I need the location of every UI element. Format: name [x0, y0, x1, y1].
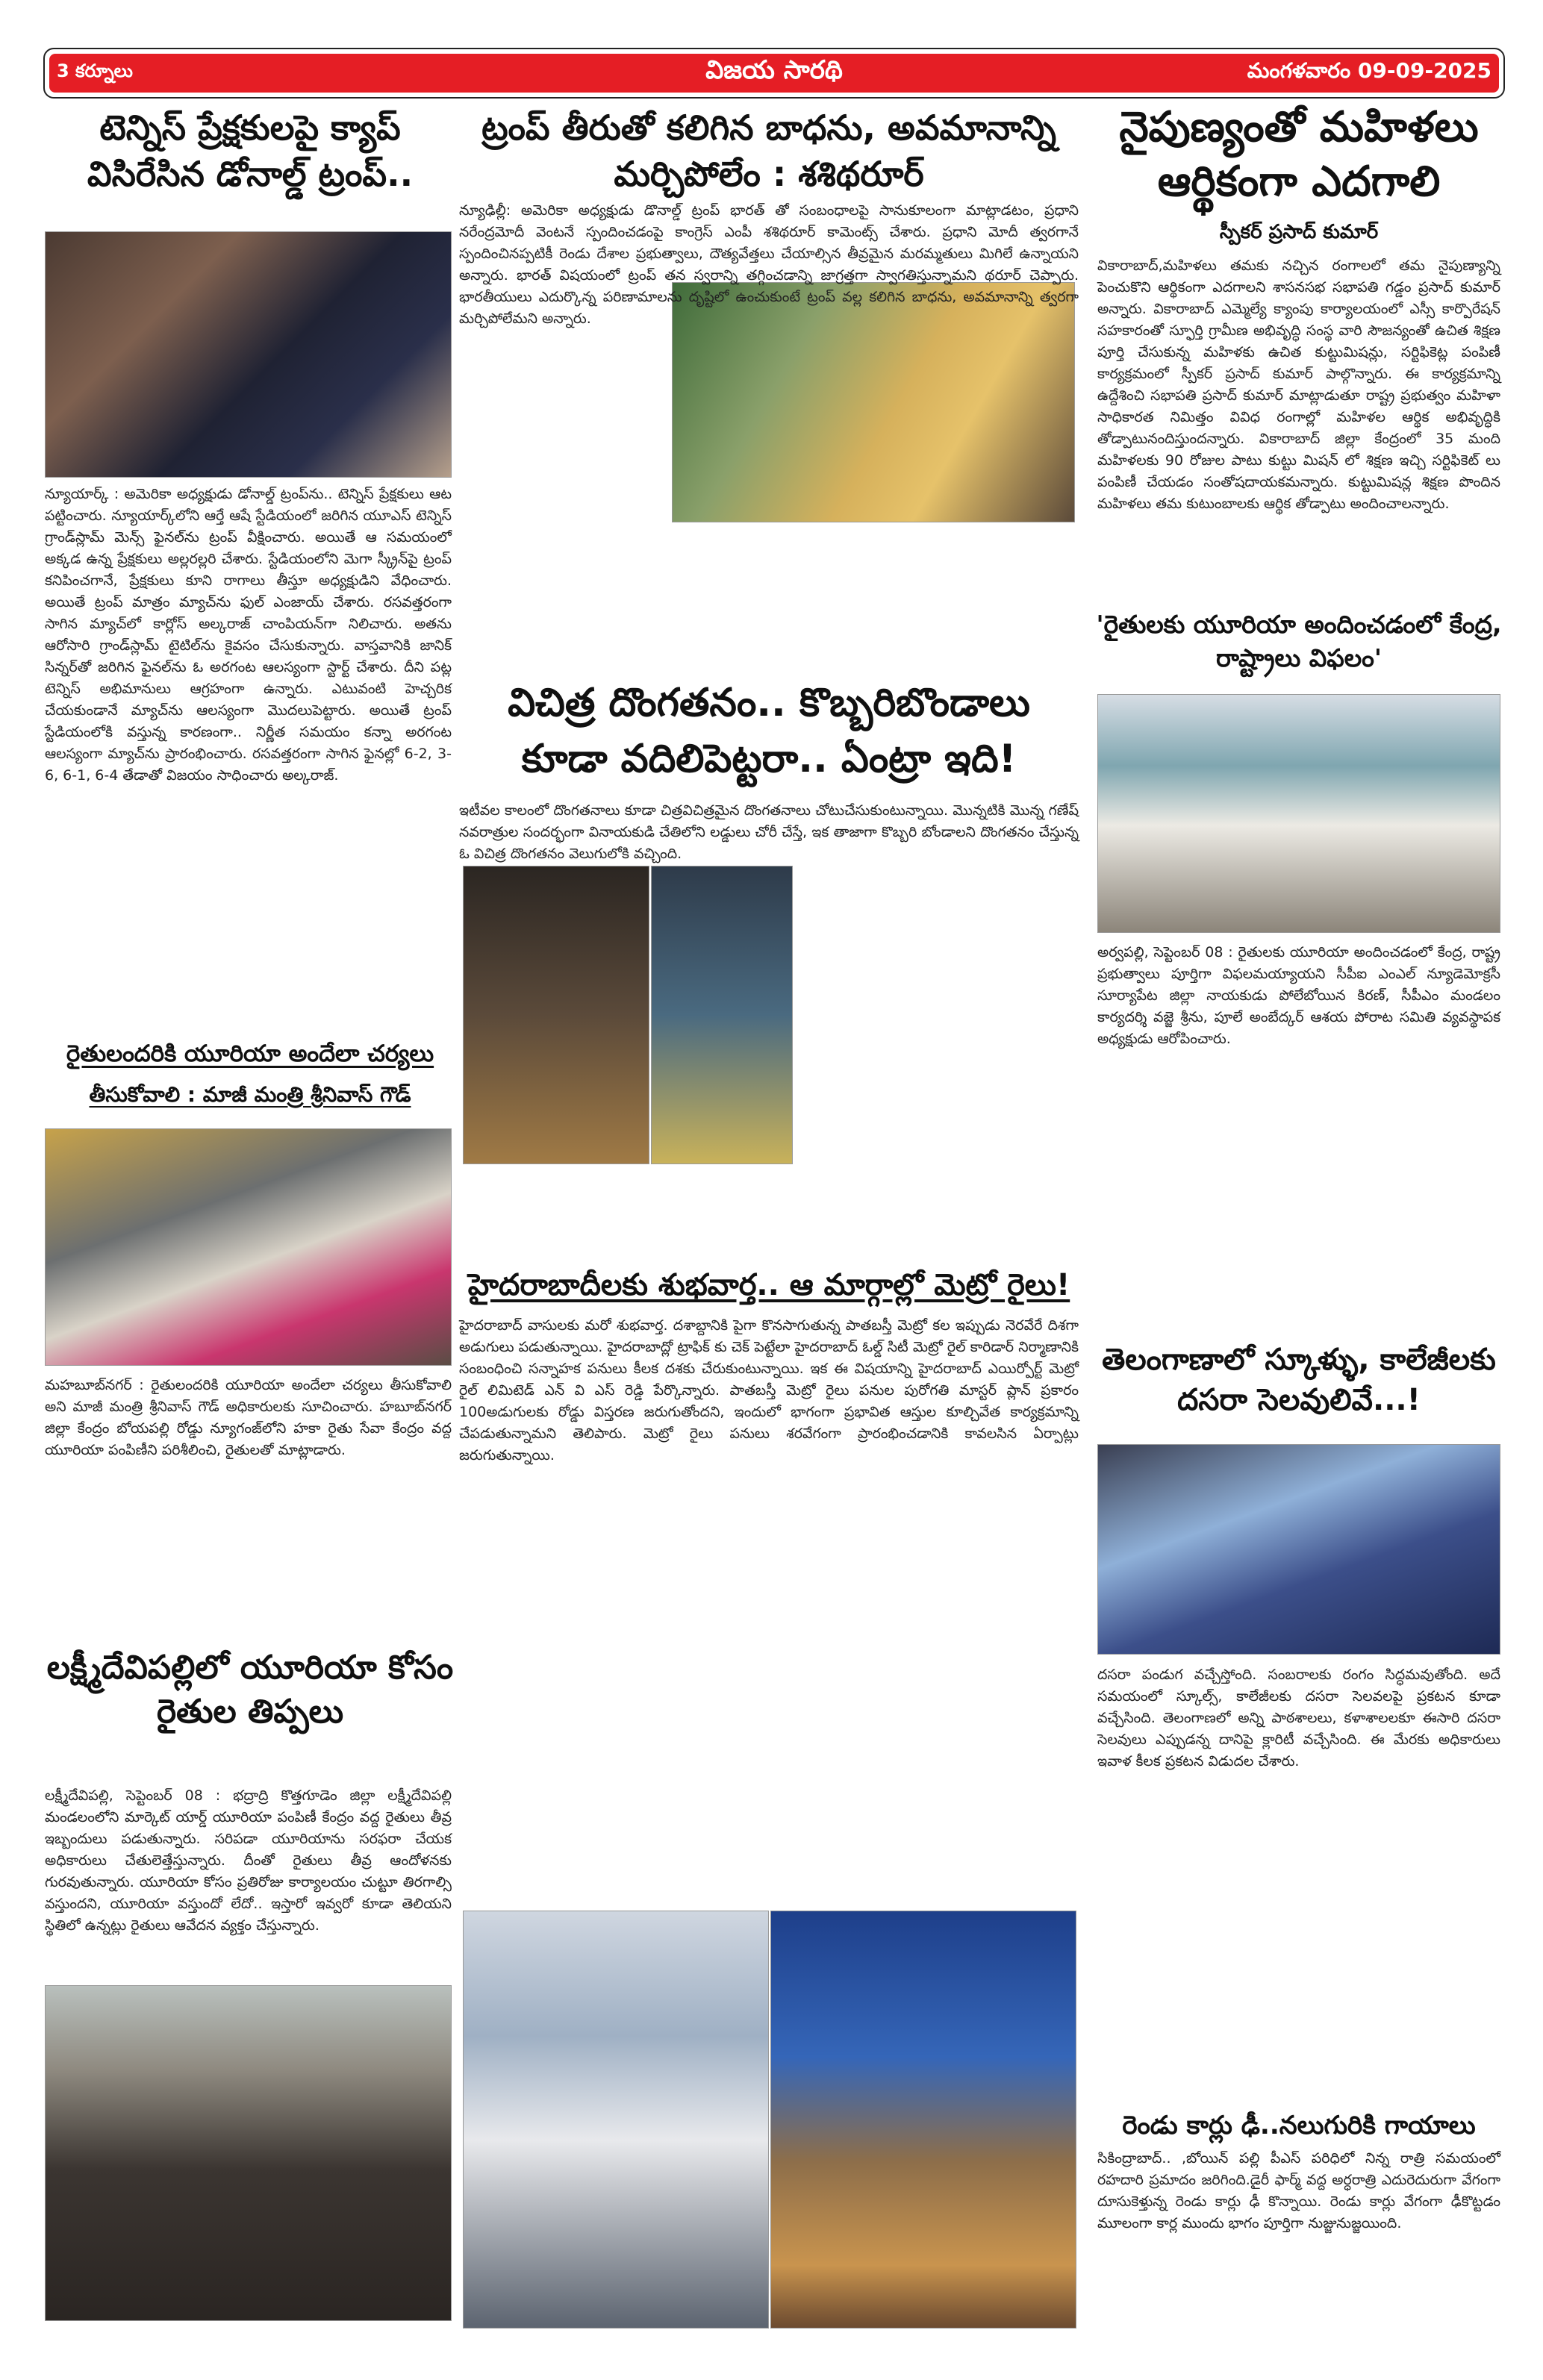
- headline-coconut-theft: విచిత్ర దొంగతనం.. కొబ్బరిబొండాలు కూడా వదిలిపెట్టరా.. ఏంట్రా ఇది!: [508, 681, 1030, 782]
- photo-school-children: [1097, 1444, 1500, 1655]
- article-body: లక్ష్మీదేవిపల్లి, సెప్టెంబర్ 08 : భద్రాద్రి కొత్తగూడెం జిల్లా లక్ష్మీదేవిపల్లి మండలంలోని మార్కెట్ యార్డ్ యూరియా పంపిణీ కేంద్రం వద్ద రైతులు తీవ్ర ఇబ్బందులు పడుతున్నారు. సరిపడా యూరియాను సరఫరా చేయక అధికారులు చేతులెత్తేస్తున్నారు. దీంతో రైతులు తీవ్ర ఆందోళనకు గురవుతున్నారు. యూరియా కోసం ప్రతిరోజు కార్యాలయం చుట్టూ తిరగాల్సి వస్తుందని, యూరియా వస్తుందో లేదో.. ఇస్తారో ఇవ్వరో కూడా తెలియని స్థితిలో ఉన్నట్లు రైతులు ఆవేదన వ్యక్తం చేస్తున్నారు.: [45, 1787, 452, 1934]
- headline-women-skills: నైపుణ్యంతో మహిళలు ఆర్థికంగా ఎదగాలి: [1119, 103, 1479, 206]
- photo-urea-centre: [45, 1128, 452, 1366]
- headline-urea-failure: 'రైతులకు యూరియా అందించడంలో కేంద్ర, రాష్ట్రాలు విఫలం': [1096, 610, 1502, 672]
- headline-tharoor: ట్రంప్ తీరుతో కలిగిన బాధను, అవమానాన్ని మర్చిపోలేం : శశిథరూర్: [481, 107, 1056, 195]
- photo-theft-cctv-2: [651, 866, 793, 1164]
- headline-trump-cap: టెన్నిస్ ప్రేక్షకులపై క్యాప్ విసిరేసిన డోనాల్డ్ ట్రంప్..: [87, 107, 414, 195]
- photo-farmers-queue: [45, 1985, 452, 2321]
- article-body: మహబూబ్‌నగర్ : రైతులందరికి యూరియా అందేలా చర్యలు తీసుకోవాలి అని మాజీ మంత్రి శ్రీనివాస్ గౌడ్ అధికారులకు సూచించారు. హబూబ్‌నగర్ జిల్లా కేంద్రం బోయపల్లి రోడ్డు న్యూగంజ్‌లోని హకా రైతు సేవా కేంద్రం వద్ద యూరియా పంపిణీని పరిశీలించి, రైతులతో మాట్లాడారు.: [45, 1377, 452, 1458]
- article-body: వికారాబాద్,మహిళలు తమకు నచ్చిన రంగాలలో తమ నైపుణ్యాన్ని పెంచుకొని ఆర్థికంగా ఎదగాలని శాసనసభ సభాపతి గడ్డం ప్రసాద్ కుమార్ అన్నారు. వికారాబాద్ ఎమ్మెల్యే క్యాంపు కార్యాలయంలో ఎస్సీ కార్పొరేషన్ సహకారంతో స్ఫూర్తి గ్రామీణ అభివృద్ధి సంస్థ వారి సౌజన్యంతో ఉచిత శిక్షణ పూర్తి చేసుకున్న మహిళకు ఉచిత కుట్టుమిషన్లు, సర్టిఫికెట్ల పంపిణీ కార్యక్రమంలో స్పీకర్ ప్రసాద్ కుమార్ పాల్గొన్నారు. ఈ కార్యక్రమాన్ని ఉద్దేశించి సభాపతి ప్రసాద్ కుమార్ మాట్లాడుతూ రాష్ట్ర ప్రభుత్వం మహిళా సాధికారత నిమిత్తం వివిధ రంగాల్లో మహిళల ఆర్థిక అభివృద్ధికి తోడ్పాటునందిస్తుందన్నారు. వికారాబాద్ జిల్లా కేంద్రంలో 35 మంది మహిళలకు 90 రోజుల పాటు కుట్టు మిషన్ లో శిక్షణ ఇచ్చి సర్టిఫికెట్ లు పంపిణీ చేయడం సంతోషదాయకమన్నారు. కుట్టుమిషన్ల శిక్షణ పొందిన మహిళలు తమ కుటుంబాలకు ఆర్థిక తోడ్పాటు అందించాలన్నారు.: [1097, 257, 1500, 512]
- headline-lakshmidevipalli: లక్ష్మీదేవిపల్లిలో యూరియా కోసం రైతుల తిప్పలు: [46, 1649, 454, 1731]
- photo-metro-train: [463, 1911, 769, 2329]
- headline-car-accident: రెండు కార్లు ఢీ..నలుగురికి గాయాలు: [1122, 2111, 1476, 2140]
- photo-shashi-tharoor: [672, 282, 1075, 522]
- article-body-continued: [459, 284, 664, 522]
- article-body: హైదరాబాద్ వాసులకు మరో శుభవార్త. దశాబ్దానికి పైగా కొనసాగుతున్న పాతబస్తీ మెట్రో కల ఇప్పుడు నెరవేరే దిశగా అడుగులు పడుతున్నాయి. హైదరాబాద్లో ట్రాఫిక్ కు చెక్ పెట్టేలా హైదరాబాద్ ఓల్డ్ సిటీ మెట్రో రైల్ కారిడార్ నిర్మాణానికి సంబంధించి సన్నాహక పనులు కీలక దశకు చేరుకుంటున్నాయి. ఇక ఈ విషయాన్ని హైదరాబాద్ ఎయిర్పోర్ట్ మెట్రో రైల్ లిమిటెడ్ ఎన్ వి ఎస్ రెడ్డి పేర్కొన్నారు. పాతబస్తీ మెట్రో రైలు పనుల పురోగతి మాస్టర్ ప్లాన్ ప్రకారం 100అడుగులకు రోడ్డు విస్తరణ జరుగుతోందని, ఇందులో భాగంగా ప్రభావిత ఆస్తుల కూల్చివేత కార్యక్రమాన్ని చేపడుతున్నామని తెలిపారు. మెట్రో రైలు పనులు శరవేగంగా ప్రారంభించడానికి కావలసిన ఏర్పాట్లు జరుగుతున్నాయి.: [459, 1317, 1079, 1464]
- article-body: అర్వపల్లి, సెప్టెంబర్ 08 : రైతులకు యూరియా అందించడంలో కేంద్ర, రాష్ట్ర ప్రభుత్వాలు పూర్తిగా విఫలమయ్యాయని సీపీఐ ఎంఎల్ న్యూడెమోక్రసీ సూర్యాపేట జిల్లా నాయకుడు పోలేబోయిన కిరణ్, సీపీఎం మండలం కార్యదర్శి వజ్జె శ్రీను, పూలే అంబేద్కర్ ఆశయ పోరాట సమితి వ్యవస్థాపక అధ్యక్షుడు ఆరోపించారు.: [1097, 944, 1500, 1047]
- headline-urea-farmers: రైతులందరికి యూరియా అందేలా చర్యలు: [66, 1040, 434, 1067]
- masthead-bar: [49, 54, 1499, 93]
- photo-theft-cctv-1: [463, 866, 649, 1164]
- photo-trump-stadium: [45, 231, 452, 478]
- article-body: దసరా పండుగ వచ్చేస్తోంది. సంబరాలకు రంగం సిద్ధమవుతోంది. అదే సమయంలో స్కూల్స్, కాలేజీలకు దసరా సెలవలపై ప్రకటన కూడా వచ్చేసింది. తెలంగాణలో అన్ని పాఠశాలలు, కళాశాలలకూ ఈసారి దసరా సెలవులు ఎప్పుడన్న దానిపై క్లారిటీ వచ్చేసింది. ఈ మేరకు అధికారులు ఇవాళ కీలక ప్రకటన విడుదల చేశారు.: [1097, 1667, 1500, 1770]
- masthead-title: విజయ సారథి: [705, 55, 843, 85]
- article-body: న్యూయార్క్ : అమెరికా అధ్యక్షుడు డోనాల్డ్ ట్రంప్‌ను.. టెన్నిస్ ప్రేక్షకులు ఆట పట్టించారు. న్యూయార్క్‌లోని ఆర్తే ఆషే స్టేడియంలో జరిగిన యూఎస్ టెన్నిస్ గ్రాండ్‌స్లామ్ మెన్స్ ఫైనల్‌ను ట్రంప్ వీక్షించారు. అయితే ఆ సమయంలో అక్కడ ఉన్న ప్రేక్షకులు అల్లరల్లరి చేశారు. స్టేడియంలోని మెగా స్క్రీన్‌పై ట్రంప్ కనిపించగానే, ప్రేక్షకులు కూని రాగాలు తీస్తూ అధ్యక్షుడిని వేధించారు. అయితే ట్రంప్ మాత్రం మ్యాచ్‌ను ఫుల్ ఎంజాయ్ చేశారు. రసవత్తరంగా సాగిన మ్యాచ్‌లో కార్లోస్ అల్కరాజ్ చాంపియన్‌గా నిలిచారు. అతను ఆరోసారి గ్రాండ్‌స్లామ్ టైటిల్‌ను కైవసం చేసుకున్నారు. వాస్తవానికి జానిక్ సిన్నర్‌తో జరిగిన ఫైనల్‌ను ఓ అరగంట ఆలస్యంగా స్టార్ట్ చేశారు. దీని పట్ల టెన్నిస్ అభిమానులు ఆగ్రహంగా ఉన్నారు. ఎటువంటి హెచ్చరిక చేయకుండానే మ్యాచ్‌ను ఆలస్యంగా మొదలుపెట్టారు. అయితే ట్రంప్ స్టేడియంలోకి వస్తున్న కారణంగా.. నిర్ణీత సమయం కన్నా అరగంట ఆలస్యంగా మ్యాచ్‌ను ప్రారంభించారు. రసవత్తరంగా సాగిన ఫైనల్లో 6-2, 3-6, 6-1, 6-4 తేడాతో విజయం సాధించారు అల్కరాజ్.: [45, 486, 452, 784]
- article-body: న్యూఢిల్లీ: అమెరికా అధ్యక్షుడు డొనాల్డ్ ట్రంప్ భారత్ తో సంబంధాలపై సానుకూలంగా మాట్లాడటం, ప్రధాని నరేంద్రమోదీ వెంటనే స్పందించడంపై కాంగ్రెస్ ఎంపీ శశిథరూర్ కామెంట్స్ చేశారు. ప్రధాని మోదీ త్వరగానే స్పందించినప్పటికీ రెండు దేశాల ప్రభుత్వాలు, దౌత్యవేత్తలు చేయాల్సిన తీవ్రమైన మరమ్మతులు మిగిలే ఉన్నాయని అన్నారు. భారత్ విషయంలో ట్రంప్ తన స్వరాన్ని తగ్గించడాన్ని జాగ్రత్తగా స్వాగతిస్తున్నామని థరూర్ చెప్పారు. భారతీయులు ఎదుర్కొన్న పరిణామాలను దృష్టిలో ఉంచుకుంటే ట్రంప్ వల్ల కలిగిన బాధను, అవమానాన్ని త్వరగా మర్చిపోలేమని అన్నారు.: [459, 202, 1079, 327]
- headline-metro: హైదరాబాదీలకు శుభవార్త.. ఆ మార్గాల్లో మెట్రో రైలు!: [467, 1268, 1070, 1302]
- subhead-speaker: స్పీకర్ ప్రసాద్ కుమార్: [1219, 221, 1379, 243]
- article-body: ఇటీవల కాలంలో దొంగతనాలు కూడా చిత్రవిచిత్రమైన దొంగతనాలు చోటుచేసుకుంటున్నాయి. మొన్నటికి మొన్న గణేష్ నవరాత్రుల సందర్భంగా వినాయకుడి చేతిలోని లడ్డులు చోరీ చేస్తే, ఇక తాజాగా కొబ్బరి బోండాలని దొంగతనం చేస్తున్న ఓ విచిత్ర దొంగతనం వెలుగులోకి వచ్చింది.: [459, 802, 1079, 862]
- article-body: సికింద్రాబాద్.. ,బోయిన్ పల్లి పీఎస్ పరిధిలో నిన్న రాత్రి సమయంలో రహదారి ప్రమాదం జరిగింది.డైరీ ఫార్మ్ వద్ద అర్ధరాత్రి ఎదురెదురుగా వేగంగా దూసుకెళ్తున్న రెండు కార్లు ఢీ కొన్నాయి. రెండు కార్లు వేగంగా ఢీకొట్టడం మూలంగా కార్ల ముందు భాగం పూర్తిగా నుజ్జునుజ్జయింది.: [1097, 2150, 1500, 2231]
- subhead-srinivas-goud: తీసుకోవాలి : మాజీ మంత్రి శ్రీనివాస్ గౌడ్: [89, 1082, 411, 1107]
- photo-charminar: [770, 1911, 1076, 2329]
- photo-protest: [1097, 694, 1500, 933]
- edition-date: మంగళవారం 09-09-2025: [1247, 58, 1491, 83]
- headline-dasara-holidays: తెలంగాణాలో స్కూళ్ళు, కాలేజీలకు దసరా సెలవులివే...!: [1102, 1343, 1496, 1417]
- page-number: 3 కర్నూలు: [57, 60, 133, 81]
